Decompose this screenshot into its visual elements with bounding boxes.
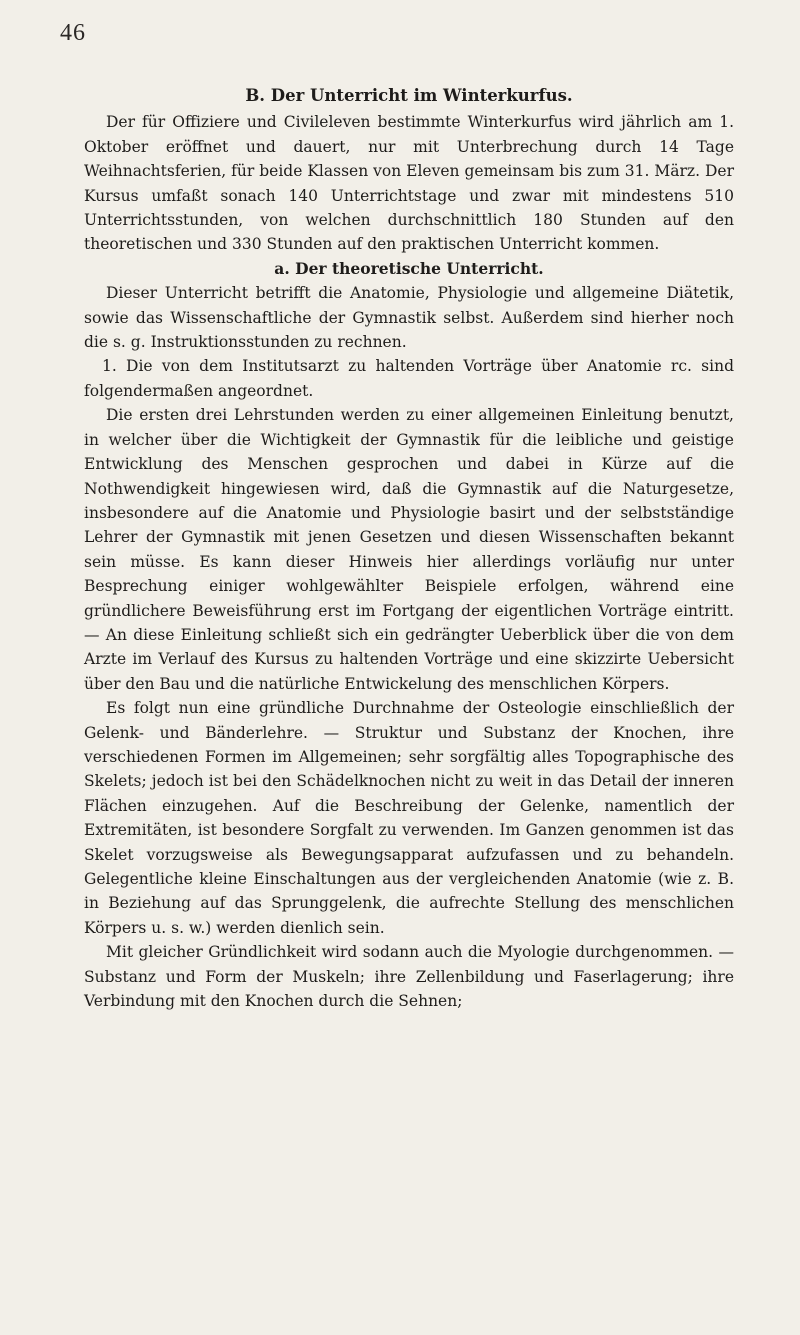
body-text — [84, 84, 734, 1013]
section-a-title: a. Der theoretische Unterricht. — [274, 258, 544, 278]
section-heading: B. Der Unterricht im Winterkurfus. — [245, 86, 573, 105]
item-1-paragraph-2: Es folgt nun eine gründliche Durchnahme der Osteologie einschließlich der Gelenk- und Bänderlehre. — Struktur und Substanz der Knochen, ihre verschiedenen Formen im Allgemeinen; sehr sorgfältig alles Topographische des Skelets; jedoch ist bei den Schädelknochen nicht zu weit in das Detail der inneren Flächen einzugehen. Auf die Beschreibung der Gelenke, namentlich der Extremitäten, ist besondere Sorgfalt zu verwenden. Im Ganzen genommen ist das Skelet vorzugsweise als Bewegungsapparat aufzufassen und zu behandeln. Gelegentliche kleine Einschaltungen aus der vergleichenden Anatomie (wie z. B. in Beziehung auf das Sprunggelenk, die aufrechte Stellung des menschlichen Körpers u. s. w.) werden dienlich sein. — [84, 699, 734, 937]
page-number: 46 — [60, 20, 86, 46]
item-1-paragraph-3: Mit gleicher Gründlichkeit wird sodann auch die Myologie durchgenommen. — Substanz und Form der Muskeln; ihre Zellenbildung und Faserlagerung; ihre Verbindung mit den Knochen durch die Sehnen; — [84, 943, 734, 1011]
section-a-intro: Dieser Unterricht betrifft die Anatomie, Physiologie und allgemeine Diätetik, sowie das Wissenschaftliche der Gymnastik selbst. Außerdem sind hierher noch die s. g. Instruktionsstunden zu rechnen. — [84, 284, 734, 352]
intro-paragraph: Der für Offiziere und Civileleven bestimmte Winterkurfus wird jährlich am 1. Oktober eröffnet und dauert, nur mit Unterbrechung durch 14 Tage Weihnachtsferien, für beide Klassen von Eleven gemeinsam bis zum 31. März. Der Kursus umfaßt sonach 140 Unterrichtstage und zwar mit mindestens 510 Unterrichtsstunden, von welchen durchschnittlich 180 Stunden auf den theoretischen und 330 Stunden auf den praktischen Unterricht kommen. — [84, 113, 734, 254]
item-1-paragraph-1: Die ersten drei Lehrstunden werden zu einer allgemeinen Einleitung benutzt, in welcher über die Wichtigkeit der Gymnastik für die leibliche und geistige Entwicklung des Menschen gesprochen und dabei in Kürze auf die Nothwendigkeit hingewiesen wird, daß die Gymnastik auf die Naturgesetze, insbesondere auf die Anatomie und Physiologie basirt und der selbstständige Lehrer der Gymnastik mit jenen Gesetzen und diesen Wissenschaften bekannt sein müsse. Es kann dieser Hinweis hier allerdings vorläufig nur unter Besprechung einiger wohlgewählter Beispiele erfolgen, während eine gründlichere Beweisführung erst im Fortgang der eigentlichen Vorträge eintritt. — An diese Einleitung schließt sich ein gedrängter Ueberblick über die von dem Arzte im Verlauf des Kursus zu haltenden Vorträge und eine skizzirte Uebersicht über den Bau und die natürliche Entwickelung des menschlichen Körpers. — [84, 406, 734, 693]
item-1-title: 1. Die von dem Institutsarzt zu haltenden Vorträge über Anatomie rc. sind folgendermaßen angeordnet. — [84, 357, 734, 400]
